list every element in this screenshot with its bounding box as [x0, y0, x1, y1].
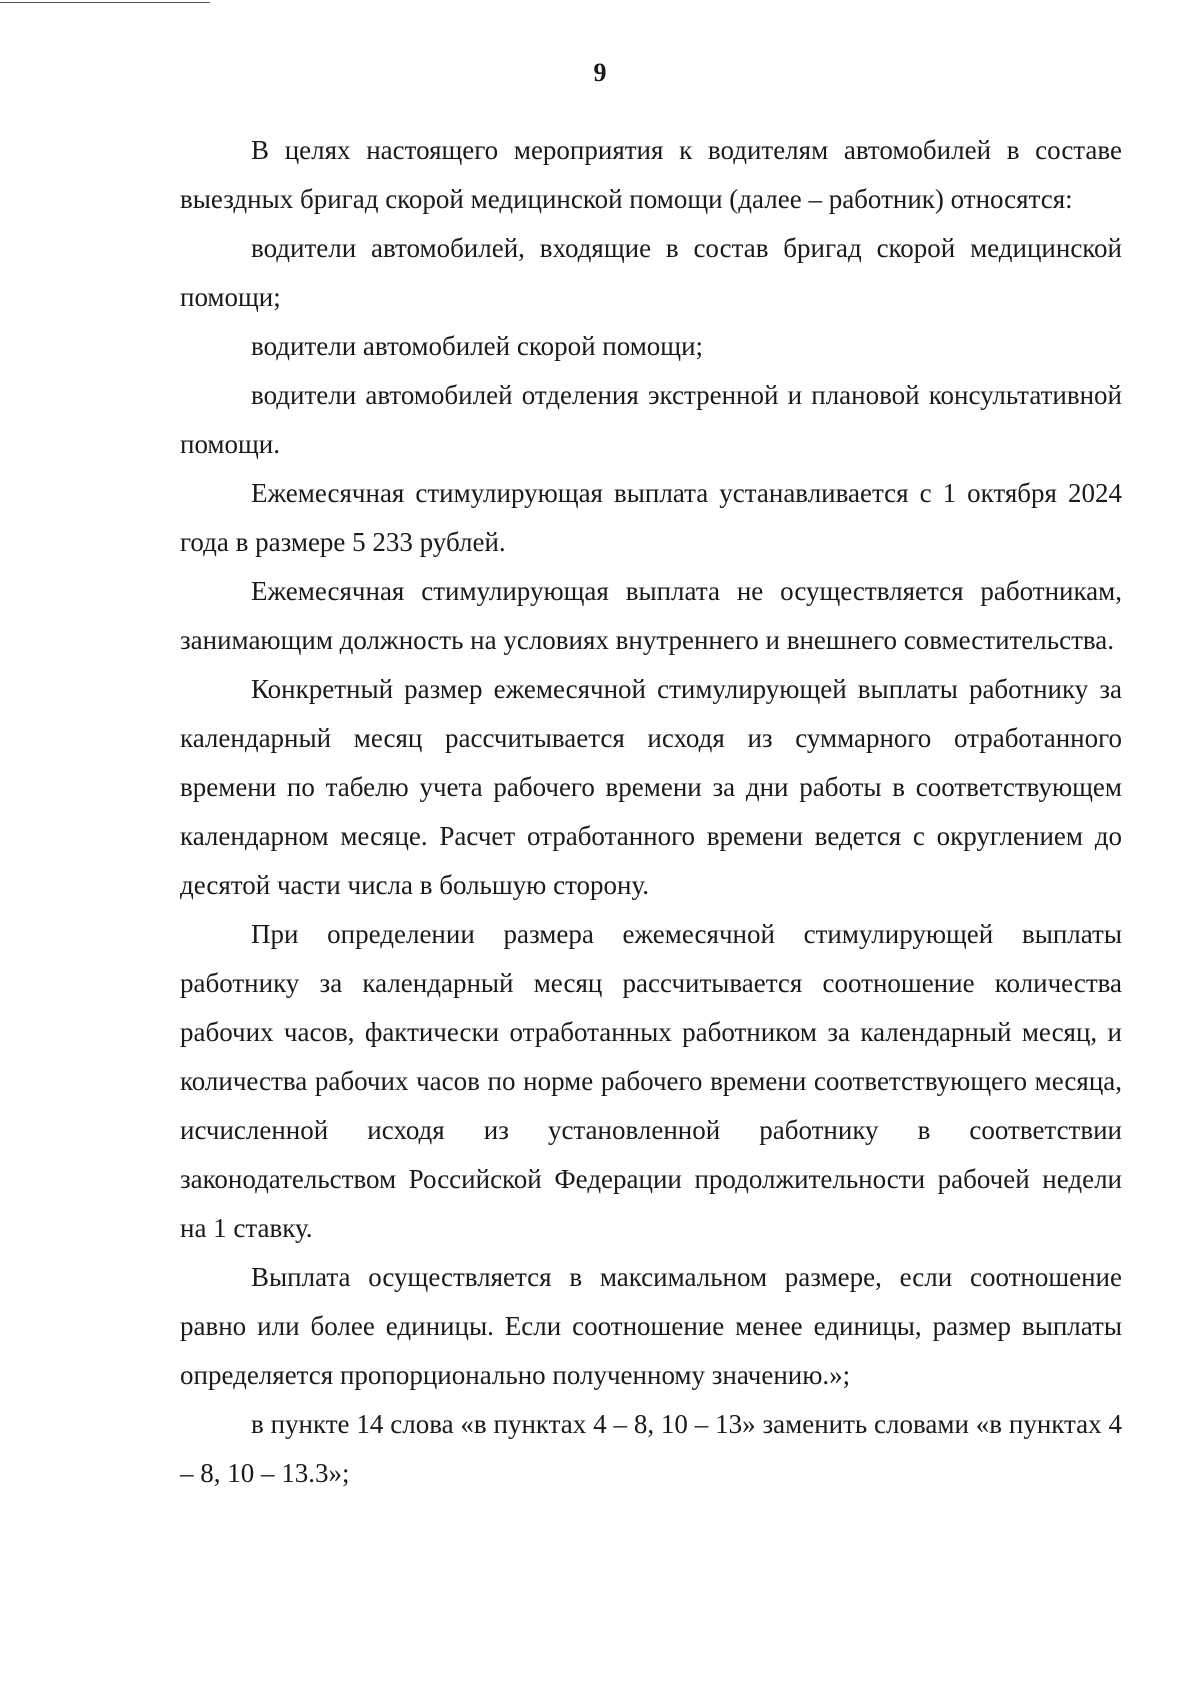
paragraph-list-item-consultative-drivers: водители автомобилей отделения экстренной и плановой консультативной помощи. — [180, 380, 1122, 459]
paragraph-payment-rule: Выплата осуществляется в максимальном размере, если соотношение равно или более единицы. Если соотношение менее единицы, размер выплаты определяется пропорционально полученному значению.»; — [180, 1262, 1122, 1390]
paragraph-hours-ratio: При определении размера ежемесячной стимулирующей выплаты работнику за календарный месяц рассчитывается соотношение количества рабочих часов, фактически отработанных работником за календарный месяц, и количества рабочих часов по норме рабочего времени соответствующего месяца, исчисленной исходя из установленной работнику в соответствии законодательством Российской Федерации продолжительности рабочей недели на 1 ставку. — [180, 919, 1122, 1243]
paragraph-list-item-ambulance-drivers: водители автомобилей скорой помощи; — [251, 331, 704, 361]
paragraph-drivers-definition: В целях настоящего мероприятия к водителям автомобилей в составе выездных бригад скорой медицинской помощи (далее – работник) относятся: — [180, 135, 1122, 214]
scan-edge-line — [0, 2, 210, 3]
paragraph-payment-exclusion: Ежемесячная стимулирующая выплата не осуществляется работникам, занимающим должность на условиях внутреннего и внешнего совместительства. — [180, 576, 1122, 655]
paragraph-amendment-clause-14: в пункте 14 слова «в пунктах 4 – 8, 10 – 13» заменить словами «в пунктах 4 – 8, 10 – 13.3»; — [180, 1409, 1122, 1488]
paragraph-payment-amount: Ежемесячная стимулирующая выплата устанавливается с 1 октября 2024 года в размере 5 233 рублей. — [180, 478, 1122, 557]
document-body — [180, 126, 1122, 1498]
paragraph-list-item-brigade-drivers: водители автомобилей, входящие в состав бригад скорой медицинской помощи; — [180, 233, 1122, 312]
page-number: 9 — [593, 58, 607, 87]
paragraph-payment-calculation: Конкретный размер ежемесячной стимулирующей выплаты работнику за календарный месяц рассчитывается исходя из суммарного отработанного времени по табелю учета рабочего времени за дни работы в соответствующем календарном месяце. Расчет отработанного времени ведется с округлением до десятой части числа в большую сторону. — [180, 674, 1122, 900]
